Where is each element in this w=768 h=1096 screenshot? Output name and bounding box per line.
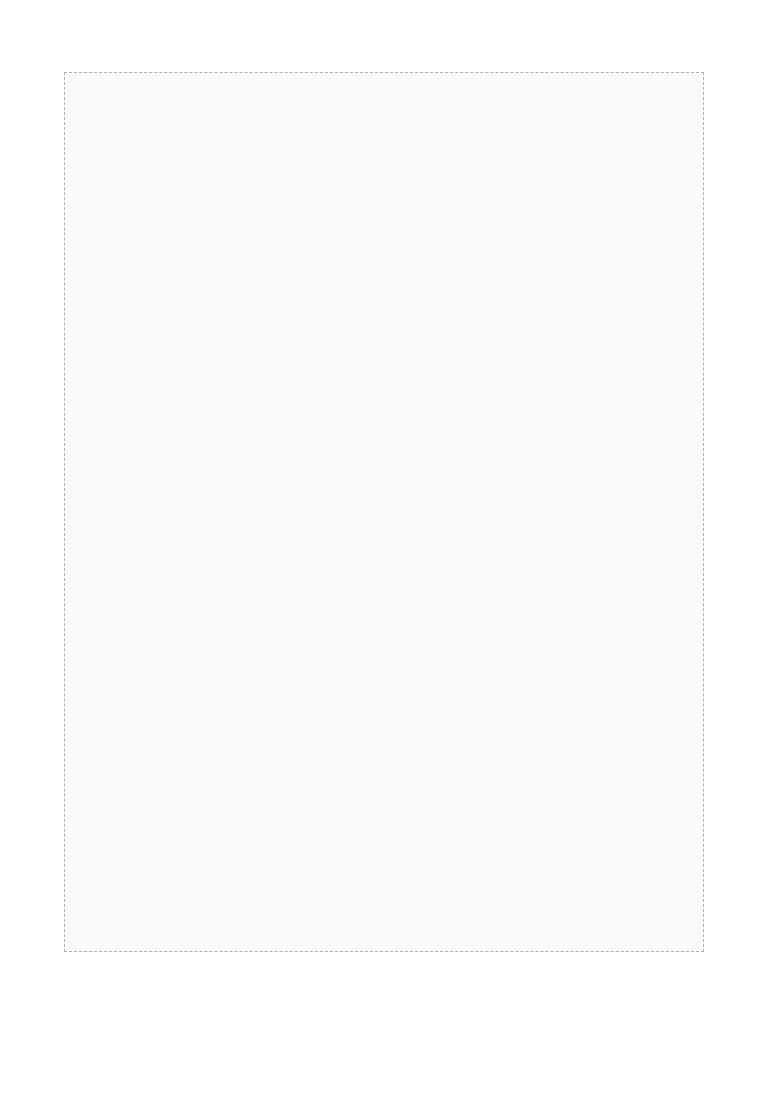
placeholder-box: [64, 72, 704, 952]
